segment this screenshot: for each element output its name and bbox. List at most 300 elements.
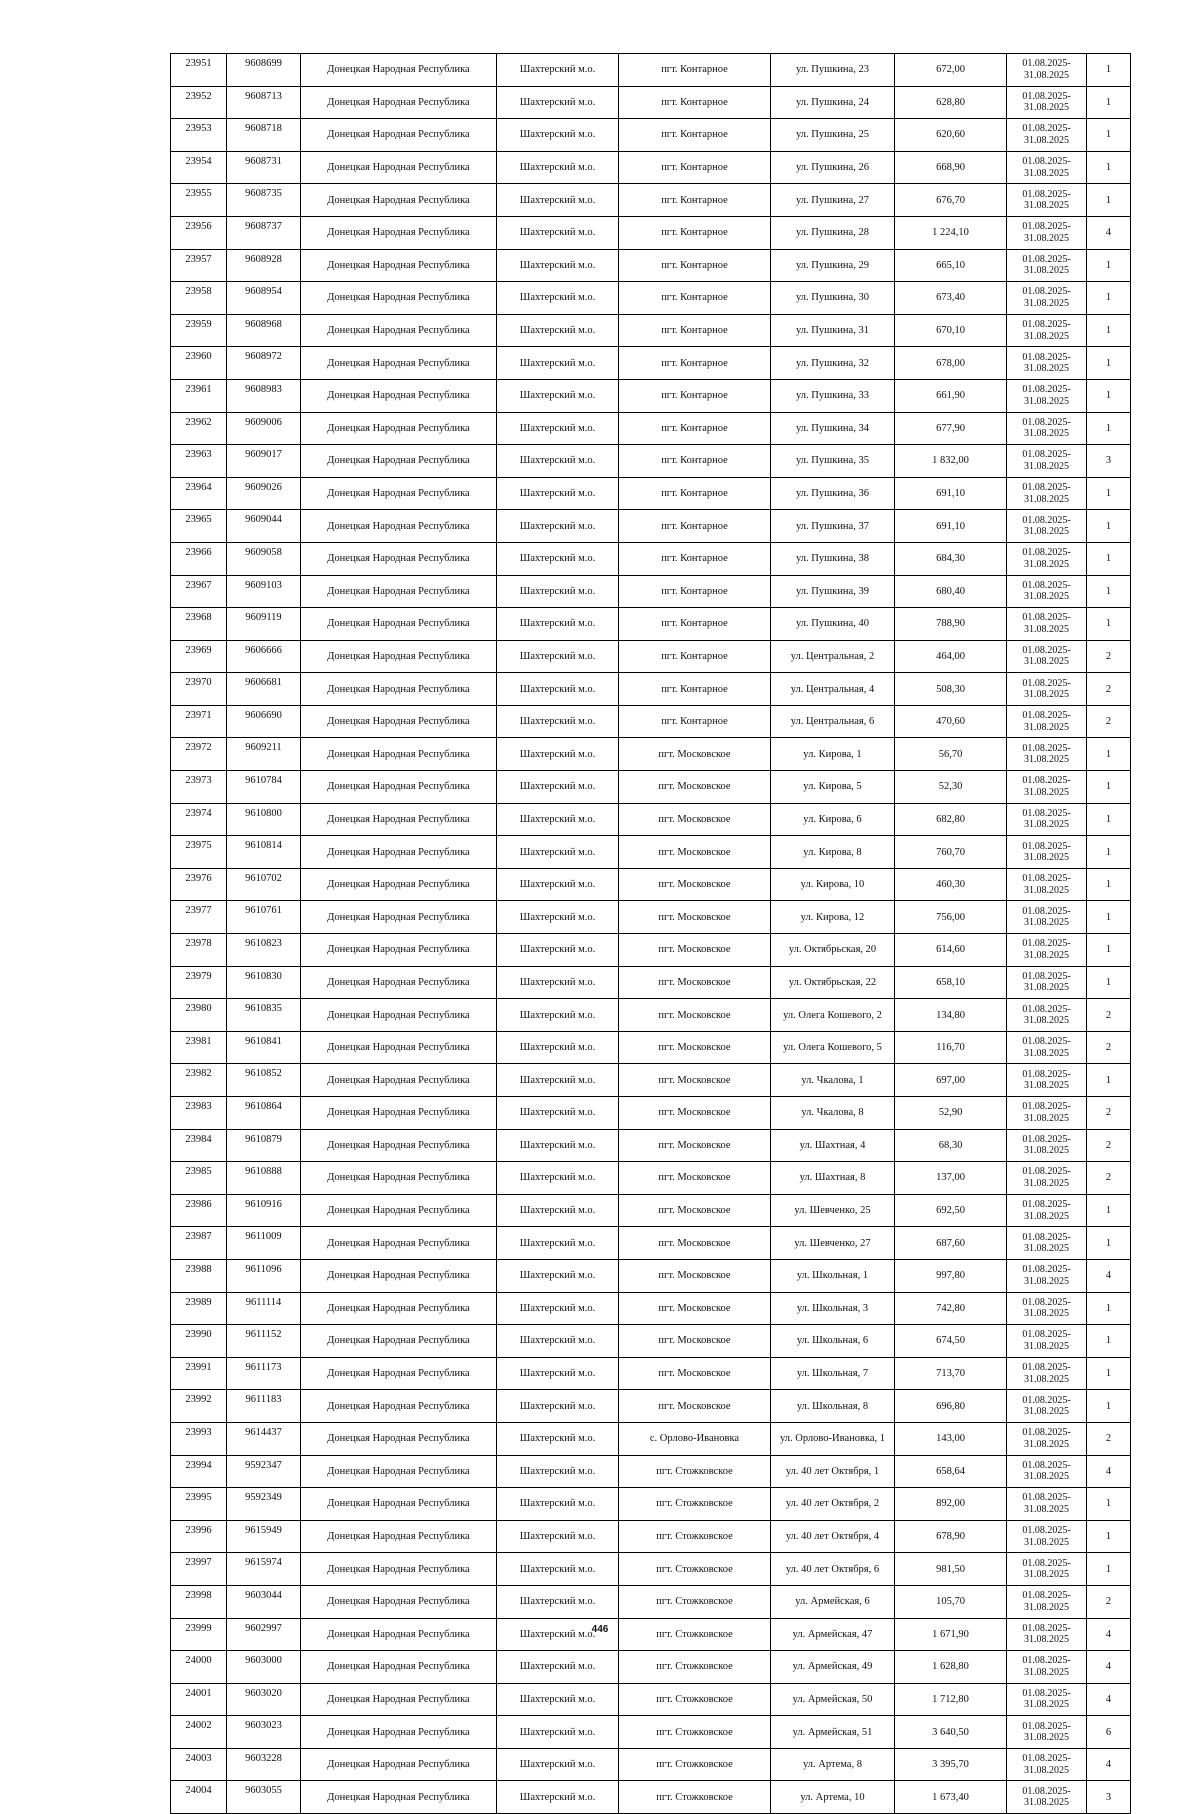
period-cell: 01.08.2025-31.08.2025	[1007, 314, 1087, 347]
row-number-cell: 23973	[171, 771, 227, 804]
period-cell: 01.08.2025-31.08.2025	[1007, 412, 1087, 445]
municipality-cell: Шахтерский м.о.	[497, 738, 619, 771]
municipality-cell: Шахтерский м.о.	[497, 999, 619, 1032]
object-code-cell: 9603020	[227, 1683, 301, 1716]
settlement-cell: пгт. Стожковское	[619, 1618, 771, 1651]
address-cell: ул. Школьная, 3	[771, 1292, 895, 1325]
municipality-cell: Шахтерский м.о.	[497, 54, 619, 87]
table-row	[171, 412, 1131, 445]
period-cell: 01.08.2025-31.08.2025	[1007, 1422, 1087, 1455]
object-code-cell: 9610888	[227, 1162, 301, 1195]
row-number-cell: 23992	[171, 1390, 227, 1423]
municipality-cell: Шахтерский м.о.	[497, 1227, 619, 1260]
period-cell: 01.08.2025-31.08.2025	[1007, 477, 1087, 510]
object-code-cell: 9610814	[227, 836, 301, 869]
municipality-cell: Шахтерский м.о.	[497, 1651, 619, 1684]
table-body	[171, 54, 1131, 1814]
settlement-cell: пгт. Контарное	[619, 542, 771, 575]
object-code-cell: 9615974	[227, 1553, 301, 1586]
count-cell: 1	[1087, 119, 1131, 152]
area-cell: 1 628,80	[895, 1651, 1007, 1684]
address-cell: ул. Армейская, 6	[771, 1585, 895, 1618]
region-cell: Донецкая Народная Республика	[301, 1585, 497, 1618]
address-cell: ул. Пушкина, 40	[771, 608, 895, 641]
table-row	[171, 1585, 1131, 1618]
area-cell: 788,90	[895, 608, 1007, 641]
table-row	[171, 184, 1131, 217]
address-cell: ул. Шевченко, 27	[771, 1227, 895, 1260]
region-cell: Донецкая Народная Республика	[301, 1488, 497, 1521]
address-cell: ул. Артема, 8	[771, 1748, 895, 1781]
table-row	[171, 282, 1131, 315]
table-row	[171, 445, 1131, 478]
municipality-cell: Шахтерский м.о.	[497, 1325, 619, 1358]
row-number-cell: 23981	[171, 1031, 227, 1064]
municipality-cell: Шахтерский м.о.	[497, 1292, 619, 1325]
row-number-cell: 23963	[171, 445, 227, 478]
address-cell: ул. Кирова, 12	[771, 901, 895, 934]
table-row	[171, 771, 1131, 804]
row-number-cell: 23957	[171, 249, 227, 282]
table-row	[171, 477, 1131, 510]
table-row	[171, 673, 1131, 706]
address-cell: ул. Октябрьская, 22	[771, 966, 895, 999]
settlement-cell: пгт. Контарное	[619, 282, 771, 315]
address-cell: ул. Армейская, 47	[771, 1618, 895, 1651]
region-cell: Донецкая Народная Республика	[301, 86, 497, 119]
period-cell: 01.08.2025-31.08.2025	[1007, 771, 1087, 804]
municipality-cell: Шахтерский м.о.	[497, 608, 619, 641]
count-cell: 1	[1087, 184, 1131, 217]
object-code-cell: 9608954	[227, 282, 301, 315]
period-cell: 01.08.2025-31.08.2025	[1007, 379, 1087, 412]
table-row	[171, 1781, 1131, 1814]
row-number-cell: 23993	[171, 1422, 227, 1455]
object-code-cell: 9609103	[227, 575, 301, 608]
count-cell: 1	[1087, 542, 1131, 575]
object-code-cell: 9602997	[227, 1618, 301, 1651]
count-cell: 1	[1087, 1357, 1131, 1390]
region-cell: Донецкая Народная Республика	[301, 1259, 497, 1292]
count-cell: 1	[1087, 803, 1131, 836]
municipality-cell: Шахтерский м.о.	[497, 119, 619, 152]
municipality-cell: Шахтерский м.о.	[497, 1520, 619, 1553]
settlement-cell: пгт. Контарное	[619, 184, 771, 217]
count-cell: 1	[1087, 477, 1131, 510]
address-cell: ул. Шахтная, 8	[771, 1162, 895, 1195]
region-cell: Донецкая Народная Республика	[301, 608, 497, 641]
object-code-cell: 9610800	[227, 803, 301, 836]
object-code-cell: 9608718	[227, 119, 301, 152]
row-number-cell: 23988	[171, 1259, 227, 1292]
period-cell: 01.08.2025-31.08.2025	[1007, 216, 1087, 249]
municipality-cell: Шахтерский м.о.	[497, 901, 619, 934]
count-cell: 1	[1087, 1520, 1131, 1553]
row-number-cell: 23962	[171, 412, 227, 445]
settlement-cell: пгт. Контарное	[619, 445, 771, 478]
table-row	[171, 575, 1131, 608]
period-cell: 01.08.2025-31.08.2025	[1007, 901, 1087, 934]
row-number-cell: 23984	[171, 1129, 227, 1162]
object-code-cell: 9606666	[227, 640, 301, 673]
settlement-cell: пгт. Московское	[619, 1292, 771, 1325]
area-cell: 678,90	[895, 1520, 1007, 1553]
count-cell: 1	[1087, 314, 1131, 347]
object-code-cell: 9610864	[227, 1097, 301, 1130]
settlement-cell: пгт. Контарное	[619, 119, 771, 152]
period-cell: 01.08.2025-31.08.2025	[1007, 1748, 1087, 1781]
settlement-cell: пгт. Московское	[619, 1194, 771, 1227]
settlement-cell: пгт. Московское	[619, 1357, 771, 1390]
count-cell: 2	[1087, 1162, 1131, 1195]
object-code-cell: 9603023	[227, 1716, 301, 1749]
region-cell: Донецкая Народная Республика	[301, 705, 497, 738]
settlement-cell: пгт. Контарное	[619, 640, 771, 673]
count-cell: 6	[1087, 1716, 1131, 1749]
object-code-cell: 9609058	[227, 542, 301, 575]
region-cell: Донецкая Народная Республика	[301, 1422, 497, 1455]
area-cell: 3 395,70	[895, 1748, 1007, 1781]
count-cell: 2	[1087, 640, 1131, 673]
count-cell: 1	[1087, 379, 1131, 412]
municipality-cell: Шахтерский м.о.	[497, 1259, 619, 1292]
municipality-cell: Шахтерский м.о.	[497, 1716, 619, 1749]
municipality-cell: Шахтерский м.о.	[497, 1129, 619, 1162]
settlement-cell: пгт. Московское	[619, 868, 771, 901]
row-number-cell: 23972	[171, 738, 227, 771]
area-cell: 52,90	[895, 1097, 1007, 1130]
area-cell: 508,30	[895, 673, 1007, 706]
settlement-cell: пгт. Контарное	[619, 86, 771, 119]
address-cell: ул. Пушкина, 34	[771, 412, 895, 445]
row-number-cell: 23966	[171, 542, 227, 575]
table-row	[171, 249, 1131, 282]
object-code-cell: 9609044	[227, 510, 301, 543]
address-cell: ул. Пушкина, 39	[771, 575, 895, 608]
table-row	[171, 86, 1131, 119]
settlement-cell: пгт. Стожковское	[619, 1683, 771, 1716]
settlement-cell: пгт. Стожковское	[619, 1651, 771, 1684]
area-cell: 464,00	[895, 640, 1007, 673]
municipality-cell: Шахтерский м.о.	[497, 86, 619, 119]
region-cell: Донецкая Народная Республика	[301, 379, 497, 412]
period-cell: 01.08.2025-31.08.2025	[1007, 1129, 1087, 1162]
address-cell: ул. Шевченко, 25	[771, 1194, 895, 1227]
period-cell: 01.08.2025-31.08.2025	[1007, 966, 1087, 999]
region-cell: Донецкая Народная Республика	[301, 640, 497, 673]
settlement-cell: пгт. Контарное	[619, 151, 771, 184]
count-cell: 1	[1087, 901, 1131, 934]
area-cell: 665,10	[895, 249, 1007, 282]
address-cell: ул. Чкалова, 8	[771, 1097, 895, 1130]
row-number-cell: 24000	[171, 1651, 227, 1684]
area-cell: 687,60	[895, 1227, 1007, 1260]
area-cell: 460,30	[895, 868, 1007, 901]
settlement-cell: пгт. Стожковское	[619, 1781, 771, 1814]
address-cell: ул. Чкалова, 1	[771, 1064, 895, 1097]
count-cell: 2	[1087, 1422, 1131, 1455]
table-row	[171, 542, 1131, 575]
settlement-cell: пгт. Московское	[619, 901, 771, 934]
area-cell: 614,60	[895, 934, 1007, 967]
count-cell: 2	[1087, 1031, 1131, 1064]
table-row	[171, 803, 1131, 836]
row-number-cell: 23979	[171, 966, 227, 999]
region-cell: Донецкая Народная Республика	[301, 803, 497, 836]
address-cell: ул. Пушкина, 26	[771, 151, 895, 184]
address-cell: ул. Школьная, 8	[771, 1390, 895, 1423]
address-cell: ул. Школьная, 6	[771, 1325, 895, 1358]
municipality-cell: Шахтерский м.о.	[497, 705, 619, 738]
object-code-cell: 9610761	[227, 901, 301, 934]
table-row	[171, 1227, 1131, 1260]
period-cell: 01.08.2025-31.08.2025	[1007, 705, 1087, 738]
region-cell: Донецкая Народная Республика	[301, 1520, 497, 1553]
address-cell: ул. Армейская, 50	[771, 1683, 895, 1716]
municipality-cell: Шахтерский м.о.	[497, 1488, 619, 1521]
settlement-cell: пгт. Контарное	[619, 216, 771, 249]
settlement-cell: пгт. Московское	[619, 771, 771, 804]
table-row	[171, 640, 1131, 673]
region-cell: Донецкая Народная Республика	[301, 1097, 497, 1130]
municipality-cell: Шахтерский м.о.	[497, 282, 619, 315]
municipality-cell: Шахтерский м.о.	[497, 1553, 619, 1586]
settlement-cell: пгт. Московское	[619, 1162, 771, 1195]
address-cell: ул. Пушкина, 33	[771, 379, 895, 412]
area-cell: 628,80	[895, 86, 1007, 119]
count-cell: 1	[1087, 1227, 1131, 1260]
area-cell: 672,00	[895, 54, 1007, 87]
settlement-cell: пгт. Контарное	[619, 705, 771, 738]
settlement-cell: пгт. Московское	[619, 934, 771, 967]
region-cell: Донецкая Народная Республика	[301, 1390, 497, 1423]
count-cell: 4	[1087, 1455, 1131, 1488]
table-row	[171, 314, 1131, 347]
area-cell: 134,80	[895, 999, 1007, 1032]
region-cell: Донецкая Народная Республика	[301, 119, 497, 152]
row-number-cell: 23965	[171, 510, 227, 543]
count-cell: 3	[1087, 445, 1131, 478]
period-cell: 01.08.2025-31.08.2025	[1007, 1716, 1087, 1749]
settlement-cell: пгт. Московское	[619, 738, 771, 771]
area-cell: 137,00	[895, 1162, 1007, 1195]
period-cell: 01.08.2025-31.08.2025	[1007, 1031, 1087, 1064]
area-cell: 680,40	[895, 575, 1007, 608]
area-cell: 105,70	[895, 1585, 1007, 1618]
count-cell: 4	[1087, 1683, 1131, 1716]
region-cell: Донецкая Народная Республика	[301, 1781, 497, 1814]
region-cell: Донецкая Народная Республика	[301, 868, 497, 901]
region-cell: Донецкая Народная Республика	[301, 1064, 497, 1097]
object-code-cell: 9610830	[227, 966, 301, 999]
count-cell: 1	[1087, 868, 1131, 901]
municipality-cell: Шахтерский м.о.	[497, 216, 619, 249]
count-cell: 3	[1087, 1781, 1131, 1814]
settlement-cell: пгт. Контарное	[619, 249, 771, 282]
count-cell: 1	[1087, 1064, 1131, 1097]
municipality-cell: Шахтерский м.о.	[497, 1031, 619, 1064]
period-cell: 01.08.2025-31.08.2025	[1007, 184, 1087, 217]
row-number-cell: 24003	[171, 1748, 227, 1781]
settlement-cell: пгт. Московское	[619, 1259, 771, 1292]
table-row	[171, 1520, 1131, 1553]
settlement-cell: пгт. Московское	[619, 1031, 771, 1064]
area-cell: 673,40	[895, 282, 1007, 315]
area-cell: 760,70	[895, 836, 1007, 869]
row-number-cell: 23961	[171, 379, 227, 412]
area-cell: 696,80	[895, 1390, 1007, 1423]
municipality-cell: Шахтерский м.о.	[497, 314, 619, 347]
area-cell: 658,10	[895, 966, 1007, 999]
count-cell: 1	[1087, 1553, 1131, 1586]
row-number-cell: 23986	[171, 1194, 227, 1227]
region-cell: Донецкая Народная Республика	[301, 510, 497, 543]
municipality-cell: Шахтерский м.о.	[497, 1455, 619, 1488]
period-cell: 01.08.2025-31.08.2025	[1007, 542, 1087, 575]
region-cell: Донецкая Народная Республика	[301, 249, 497, 282]
region-cell: Донецкая Народная Республика	[301, 966, 497, 999]
page-number: 446	[591, 1624, 609, 1635]
settlement-cell: пгт. Московское	[619, 1325, 771, 1358]
period-cell: 01.08.2025-31.08.2025	[1007, 575, 1087, 608]
row-number-cell: 23951	[171, 54, 227, 87]
object-code-cell: 9610916	[227, 1194, 301, 1227]
municipality-cell: Шахтерский м.о.	[497, 934, 619, 967]
area-cell: 682,80	[895, 803, 1007, 836]
settlement-cell: пгт. Контарное	[619, 673, 771, 706]
address-cell: ул. Олега Кошевого, 2	[771, 999, 895, 1032]
count-cell: 4	[1087, 1748, 1131, 1781]
address-cell: ул. Школьная, 1	[771, 1259, 895, 1292]
municipality-cell: Шахтерский м.о.	[497, 445, 619, 478]
period-cell: 01.08.2025-31.08.2025	[1007, 934, 1087, 967]
count-cell: 1	[1087, 608, 1131, 641]
row-number-cell: 23954	[171, 151, 227, 184]
count-cell: 1	[1087, 1194, 1131, 1227]
area-cell: 691,10	[895, 477, 1007, 510]
area-cell: 1 712,80	[895, 1683, 1007, 1716]
address-cell: ул. Артема, 10	[771, 1781, 895, 1814]
address-cell: ул. Школьная, 7	[771, 1357, 895, 1390]
settlement-cell: пгт. Стожковское	[619, 1455, 771, 1488]
settlement-cell: пгт. Московское	[619, 803, 771, 836]
municipality-cell: Шахтерский м.о.	[497, 575, 619, 608]
municipality-cell: Шахтерский м.о.	[497, 1194, 619, 1227]
address-cell: ул. Олега Кошевого, 5	[771, 1031, 895, 1064]
municipality-cell: Шахтерский м.о.	[497, 1618, 619, 1651]
row-number-cell: 23996	[171, 1520, 227, 1553]
area-cell: 997,80	[895, 1259, 1007, 1292]
object-code-cell: 9611183	[227, 1390, 301, 1423]
row-number-cell: 23977	[171, 901, 227, 934]
address-cell: ул. Пушкина, 24	[771, 86, 895, 119]
region-cell: Донецкая Народная Республика	[301, 1162, 497, 1195]
row-number-cell: 23987	[171, 1227, 227, 1260]
address-cell: ул. Пушкина, 35	[771, 445, 895, 478]
region-cell: Донецкая Народная Республика	[301, 575, 497, 608]
count-cell: 2	[1087, 1585, 1131, 1618]
region-cell: Донецкая Народная Республика	[301, 1227, 497, 1260]
object-code-cell: 9609026	[227, 477, 301, 510]
row-number-cell: 23969	[171, 640, 227, 673]
period-cell: 01.08.2025-31.08.2025	[1007, 347, 1087, 380]
municipality-cell: Шахтерский м.о.	[497, 1390, 619, 1423]
table-row	[171, 901, 1131, 934]
settlement-cell: пгт. Контарное	[619, 314, 771, 347]
municipality-cell: Шахтерский м.о.	[497, 249, 619, 282]
object-code-cell: 9610841	[227, 1031, 301, 1064]
settlement-cell: пгт. Контарное	[619, 412, 771, 445]
address-cell: ул. Кирова, 5	[771, 771, 895, 804]
count-cell: 4	[1087, 216, 1131, 249]
table-row	[171, 1064, 1131, 1097]
settlement-cell: пгт. Стожковское	[619, 1488, 771, 1521]
period-cell: 01.08.2025-31.08.2025	[1007, 1162, 1087, 1195]
address-cell: ул. Пушкина, 28	[771, 216, 895, 249]
object-code-cell: 9608713	[227, 86, 301, 119]
row-number-cell: 23995	[171, 1488, 227, 1521]
count-cell: 1	[1087, 771, 1131, 804]
area-cell: 56,70	[895, 738, 1007, 771]
period-cell: 01.08.2025-31.08.2025	[1007, 1292, 1087, 1325]
object-code-cell: 9592349	[227, 1488, 301, 1521]
region-cell: Донецкая Народная Республика	[301, 347, 497, 380]
row-number-cell: 23968	[171, 608, 227, 641]
address-cell: ул. Пушкина, 23	[771, 54, 895, 87]
table-row	[171, 738, 1131, 771]
period-cell: 01.08.2025-31.08.2025	[1007, 803, 1087, 836]
table-row	[171, 999, 1131, 1032]
row-number-cell: 23960	[171, 347, 227, 380]
region-cell: Донецкая Народная Республика	[301, 1455, 497, 1488]
area-cell: 670,10	[895, 314, 1007, 347]
table-row	[171, 379, 1131, 412]
region-cell: Донецкая Народная Республика	[301, 901, 497, 934]
table-row	[171, 1129, 1131, 1162]
row-number-cell: 23994	[171, 1455, 227, 1488]
table-row	[171, 934, 1131, 967]
count-cell: 4	[1087, 1259, 1131, 1292]
period-cell: 01.08.2025-31.08.2025	[1007, 1553, 1087, 1586]
municipality-cell: Шахтерский м.о.	[497, 510, 619, 543]
table-row	[171, 510, 1131, 543]
row-number-cell: 23955	[171, 184, 227, 217]
count-cell: 1	[1087, 836, 1131, 869]
municipality-cell: Шахтерский м.о.	[497, 640, 619, 673]
region-cell: Донецкая Народная Республика	[301, 151, 497, 184]
row-number-cell: 23997	[171, 1553, 227, 1586]
area-cell: 981,50	[895, 1553, 1007, 1586]
object-code-cell: 9608928	[227, 249, 301, 282]
table-row	[171, 1259, 1131, 1292]
row-number-cell: 23952	[171, 86, 227, 119]
period-cell: 01.08.2025-31.08.2025	[1007, 673, 1087, 706]
period-cell: 01.08.2025-31.08.2025	[1007, 1064, 1087, 1097]
table-row	[171, 1716, 1131, 1749]
region-cell: Донецкая Народная Республика	[301, 54, 497, 87]
row-number-cell: 23991	[171, 1357, 227, 1390]
period-cell: 01.08.2025-31.08.2025	[1007, 445, 1087, 478]
area-cell: 678,00	[895, 347, 1007, 380]
address-cell: ул. Центральная, 6	[771, 705, 895, 738]
settlement-cell: пгт. Контарное	[619, 575, 771, 608]
address-cell: ул. Армейская, 49	[771, 1651, 895, 1684]
count-cell: 1	[1087, 249, 1131, 282]
area-cell: 3 640,50	[895, 1716, 1007, 1749]
period-cell: 01.08.2025-31.08.2025	[1007, 1194, 1087, 1227]
object-code-cell: 9611114	[227, 1292, 301, 1325]
table-row	[171, 151, 1131, 184]
